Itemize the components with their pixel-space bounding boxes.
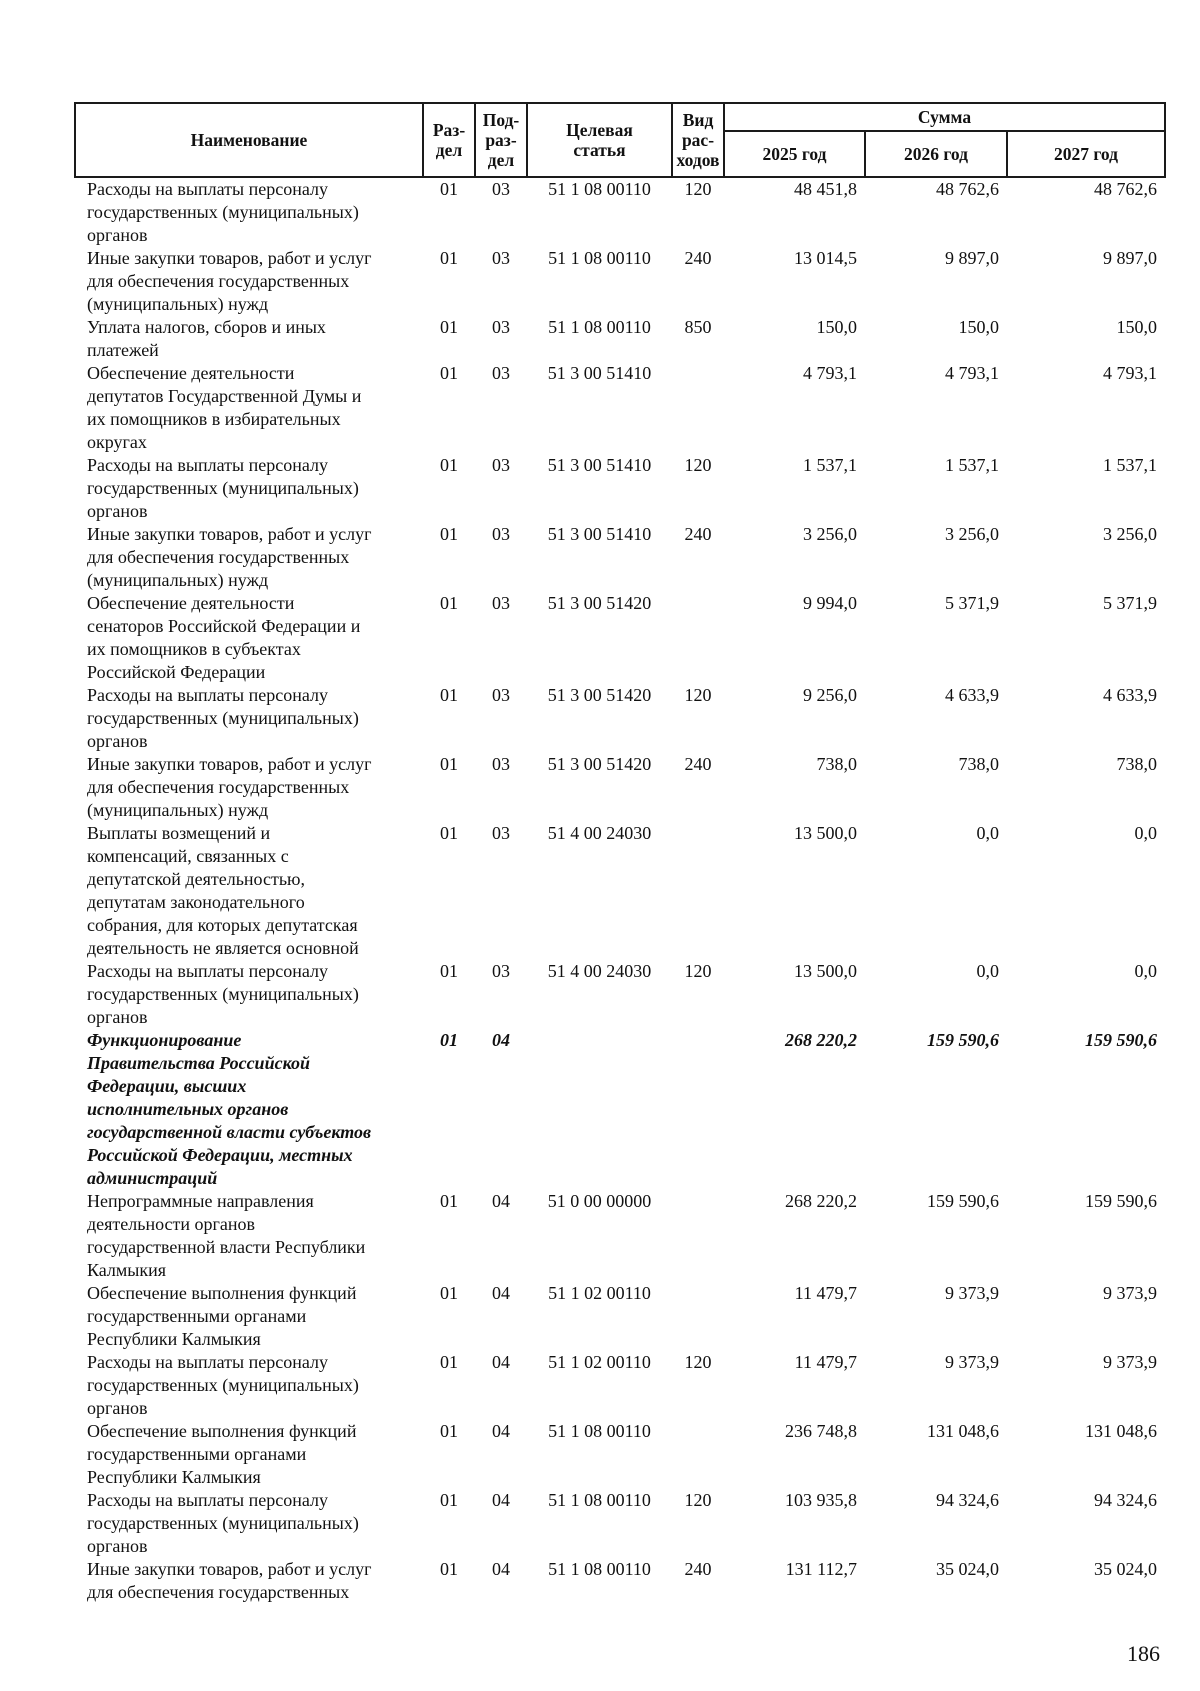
row-name: Расходы на выплаты персоналу государственных (муниципальных) органов bbox=[87, 961, 359, 1027]
row-section: 01 bbox=[440, 1191, 458, 1211]
row-expense-type bbox=[672, 1029, 724, 1190]
row-name: Иные закупки товаров, работ и услуг для обеспечения государственных (муниципальных) нужд bbox=[87, 754, 372, 820]
row-expense-type bbox=[672, 592, 724, 684]
row-sum-2026: 94 324,6 bbox=[936, 1490, 999, 1510]
row-sum-2026: 5 371,9 bbox=[945, 593, 999, 613]
row-subsection: 03 bbox=[492, 179, 510, 199]
row-name: Обеспечение выполнения функций государственными органами Республики Калмыкия bbox=[87, 1421, 357, 1487]
row-name: Расходы на выплаты персоналу государственных (муниципальных) органов bbox=[87, 1352, 359, 1418]
row-name: Расходы на выплаты персоналу государственных (муниципальных) органов bbox=[87, 179, 359, 245]
row-sum-2027: 131 048,6 bbox=[1085, 1421, 1157, 1441]
row-sum-2025: 9 256,0 bbox=[803, 685, 857, 705]
row-target-item: 51 3 00 51420 bbox=[547, 685, 652, 705]
row-subsection: 03 bbox=[492, 363, 510, 383]
header-section: Раз- дел bbox=[423, 103, 475, 177]
row-subsection: 04 bbox=[492, 1191, 510, 1211]
row-sum-2025: 268 220,2 bbox=[785, 1030, 857, 1050]
row-subsection: 03 bbox=[492, 248, 510, 268]
row-sum-2025: 11 479,7 bbox=[794, 1352, 857, 1372]
row-subsection: 03 bbox=[492, 593, 510, 613]
row-sum-2026: 738,0 bbox=[958, 754, 999, 774]
row-sum-2025: 150,0 bbox=[816, 317, 857, 337]
row-section: 01 bbox=[440, 1421, 458, 1441]
row-name: Расходы на выплаты персоналу государственных (муниципальных) органов bbox=[87, 455, 359, 521]
row-sum-2027: 4 633,9 bbox=[1103, 685, 1157, 705]
row-section: 01 bbox=[440, 248, 458, 268]
row-sum-2025: 1 537,1 bbox=[803, 455, 857, 475]
row-subsection: 04 bbox=[492, 1490, 510, 1510]
row-subsection: 04 bbox=[492, 1352, 510, 1372]
table-header bbox=[75, 103, 1165, 177]
row-sum-2025: 4 793,1 bbox=[803, 363, 857, 383]
row-sum-2027: 738,0 bbox=[1116, 754, 1157, 774]
header-sum: Сумма bbox=[724, 103, 1165, 131]
row-subsection: 03 bbox=[492, 754, 510, 774]
row-target-item: 51 0 00 00000 bbox=[547, 1191, 652, 1211]
row-sum-2027: 159 590,6 bbox=[1085, 1030, 1157, 1050]
row-target-item: 51 1 02 00110 bbox=[548, 1283, 651, 1303]
row-name: Выплаты возмещений и компенсаций, связанных с депутатской деятельностью, депутатам законодательного собрания, для которых депутатская деятельность не является основной bbox=[87, 823, 359, 958]
row-target-item: 51 1 08 00110 bbox=[548, 317, 651, 337]
row-sum-2026: 150,0 bbox=[958, 317, 999, 337]
header-expense-type: Вид рас- ходов bbox=[672, 103, 724, 177]
row-sum-2026: 131 048,6 bbox=[927, 1421, 999, 1441]
row-expense-type: 850 bbox=[684, 317, 712, 337]
row-sum-2026: 48 762,6 bbox=[936, 179, 999, 199]
row-subsection: 04 bbox=[492, 1421, 510, 1441]
row-sum-2025: 11 479,7 bbox=[794, 1283, 857, 1303]
row-expense-type: 120 bbox=[684, 1352, 712, 1372]
table-row bbox=[75, 822, 1165, 960]
row-sum-2027: 3 256,0 bbox=[1103, 524, 1157, 544]
row-expense-type: 120 bbox=[684, 961, 712, 981]
row-sum-2026: 9 373,9 bbox=[945, 1352, 999, 1372]
row-name: Обеспечение выполнения функций государственными органами Республики Калмыкия bbox=[87, 1283, 357, 1349]
row-section: 01 bbox=[440, 1283, 458, 1303]
table-row bbox=[75, 684, 1165, 753]
row-sum-2026: 9 373,9 bbox=[945, 1283, 999, 1303]
row-expense-type: 120 bbox=[684, 685, 712, 705]
row-sum-2027: 9 897,0 bbox=[1103, 248, 1157, 268]
row-sum-2025: 131 112,7 bbox=[785, 1559, 857, 1579]
row-sum-2027: 5 371,9 bbox=[1103, 593, 1157, 613]
row-expense-type bbox=[672, 362, 724, 454]
row-sum-2025: 13 014,5 bbox=[794, 248, 857, 268]
row-name: Иные закупки товаров, работ и услуг для обеспечения государственных bbox=[87, 1559, 372, 1602]
table-row bbox=[75, 1489, 1165, 1558]
table-row bbox=[75, 1190, 1165, 1282]
row-expense-type: 240 bbox=[684, 1559, 712, 1579]
row-section: 01 bbox=[440, 1352, 458, 1372]
row-target-item: 51 1 08 00110 bbox=[548, 1490, 651, 1510]
row-subsection: 03 bbox=[492, 524, 510, 544]
row-expense-type bbox=[672, 822, 724, 960]
row-expense-type: 240 bbox=[684, 248, 712, 268]
row-sum-2025: 236 748,8 bbox=[785, 1421, 857, 1441]
table-row bbox=[75, 1029, 1165, 1190]
row-sum-2027: 150,0 bbox=[1116, 317, 1157, 337]
row-section: 01 bbox=[440, 179, 458, 199]
row-sum-2026: 35 024,0 bbox=[936, 1559, 999, 1579]
row-sum-2026: 4 633,9 bbox=[945, 685, 999, 705]
row-expense-type: 120 bbox=[684, 179, 712, 199]
header-year-2026: 2026 год bbox=[865, 131, 1007, 177]
table-row bbox=[75, 1351, 1165, 1420]
table-body bbox=[75, 177, 1165, 1604]
row-sum-2025: 268 220,2 bbox=[785, 1191, 857, 1211]
row-name: Иные закупки товаров, работ и услуг для обеспечения государственных (муниципальных) нужд bbox=[87, 524, 372, 590]
row-section: 01 bbox=[440, 961, 458, 981]
row-subsection: 03 bbox=[492, 685, 510, 705]
row-name: Обеспечение деятельности сенаторов Российской Федерации и их помощников в субъектах Российской Федерации bbox=[87, 593, 361, 682]
row-section: 01 bbox=[440, 363, 458, 383]
row-sum-2025: 3 256,0 bbox=[803, 524, 857, 544]
row-sum-2026: 0,0 bbox=[976, 961, 999, 981]
header-name: Наименование bbox=[75, 103, 423, 177]
row-expense-type bbox=[672, 1282, 724, 1351]
table-row bbox=[75, 523, 1165, 592]
row-expense-type: 120 bbox=[684, 455, 712, 475]
row-target-item: 51 1 08 00110 bbox=[548, 1421, 651, 1441]
row-expense-type bbox=[672, 1420, 724, 1489]
page-number: 186 bbox=[1127, 1641, 1160, 1666]
table-row bbox=[75, 1420, 1165, 1489]
row-subsection: 03 bbox=[492, 823, 510, 843]
row-section: 01 bbox=[440, 823, 458, 843]
table-row bbox=[75, 1558, 1165, 1604]
row-target-item: 51 4 00 24030 bbox=[547, 961, 652, 981]
table-row bbox=[75, 1282, 1165, 1351]
row-section: 01 bbox=[440, 685, 458, 705]
header-year-2025: 2025 год bbox=[724, 131, 865, 177]
row-sum-2027: 159 590,6 bbox=[1085, 1191, 1157, 1211]
row-sum-2027: 0,0 bbox=[1134, 823, 1157, 843]
row-subsection: 04 bbox=[492, 1283, 510, 1303]
row-sum-2025: 738,0 bbox=[816, 754, 857, 774]
table-row bbox=[75, 753, 1165, 822]
row-sum-2025: 13 500,0 bbox=[794, 961, 857, 981]
row-sum-2026: 159 590,6 bbox=[927, 1030, 999, 1050]
row-section: 01 bbox=[440, 754, 458, 774]
row-target-item bbox=[527, 1029, 672, 1190]
row-section: 01 bbox=[440, 1490, 458, 1510]
row-section: 01 bbox=[440, 455, 458, 475]
row-sum-2027: 1 537,1 bbox=[1103, 455, 1157, 475]
row-sum-2026: 1 537,1 bbox=[945, 455, 999, 475]
table-row bbox=[75, 454, 1165, 523]
row-sum-2027: 9 373,9 bbox=[1103, 1352, 1157, 1372]
row-name: Непрограммные направления деятельности органов государственной власти Республики Калмыкия bbox=[87, 1191, 366, 1280]
table-row bbox=[75, 316, 1165, 362]
row-section: 01 bbox=[440, 593, 458, 613]
row-sum-2026: 0,0 bbox=[976, 823, 999, 843]
row-sum-2027: 48 762,6 bbox=[1094, 179, 1157, 199]
row-sum-2025: 13 500,0 bbox=[794, 823, 857, 843]
row-expense-type: 240 bbox=[684, 754, 712, 774]
row-subsection: 03 bbox=[492, 455, 510, 475]
row-sum-2025: 48 451,8 bbox=[794, 179, 857, 199]
row-section: 01 bbox=[440, 317, 458, 337]
row-target-item: 51 1 02 00110 bbox=[548, 1352, 651, 1372]
budget-table bbox=[74, 102, 1166, 1604]
row-subsection: 03 bbox=[492, 317, 510, 337]
row-sum-2027: 0,0 bbox=[1134, 961, 1157, 981]
row-sum-2026: 159 590,6 bbox=[927, 1191, 999, 1211]
row-name: Уплата налогов, сборов и иных платежей bbox=[87, 317, 326, 360]
row-target-item: 51 1 08 00110 bbox=[548, 248, 651, 268]
row-target-item: 51 3 00 51410 bbox=[547, 455, 652, 475]
header-subsection: Под- раз- дел bbox=[475, 103, 527, 177]
row-sum-2026: 9 897,0 bbox=[945, 248, 999, 268]
row-subsection: 04 bbox=[492, 1030, 510, 1050]
row-target-item: 51 3 00 51420 bbox=[547, 754, 652, 774]
table-row bbox=[75, 960, 1165, 1029]
row-subsection: 03 bbox=[492, 961, 510, 981]
row-section: 01 bbox=[440, 1030, 458, 1050]
row-sum-2027: 4 793,1 bbox=[1103, 363, 1157, 383]
row-expense-type bbox=[672, 1190, 724, 1282]
row-target-item: 51 3 00 51420 bbox=[547, 593, 652, 613]
row-expense-type: 120 bbox=[684, 1490, 712, 1510]
row-expense-type: 240 bbox=[684, 524, 712, 544]
row-section: 01 bbox=[440, 1559, 458, 1579]
row-target-item: 51 1 08 00110 bbox=[548, 179, 651, 199]
row-target-item: 51 3 00 51410 bbox=[547, 363, 652, 383]
row-name: Расходы на выплаты персоналу государственных (муниципальных) органов bbox=[87, 1490, 359, 1556]
row-sum-2027: 94 324,6 bbox=[1094, 1490, 1157, 1510]
row-sum-2027: 9 373,9 bbox=[1103, 1283, 1157, 1303]
table-row bbox=[75, 177, 1165, 247]
row-target-item: 51 4 00 24030 bbox=[547, 823, 652, 843]
row-sum-2025: 103 935,8 bbox=[785, 1490, 857, 1510]
header-year-2027: 2027 год bbox=[1007, 131, 1165, 177]
row-sum-2027: 35 024,0 bbox=[1094, 1559, 1157, 1579]
table-row bbox=[75, 247, 1165, 316]
row-target-item: 51 1 08 00110 bbox=[548, 1559, 651, 1579]
row-name: Иные закупки товаров, работ и услуг для обеспечения государственных (муниципальных) нужд bbox=[87, 248, 372, 314]
row-name: Обеспечение деятельности депутатов Государственной Думы и их помощников в избирательных округах bbox=[87, 363, 362, 452]
row-target-item: 51 3 00 51410 bbox=[547, 524, 652, 544]
row-sum-2025: 9 994,0 bbox=[803, 593, 857, 613]
table-row bbox=[75, 362, 1165, 454]
header-target-item: Целевая статья bbox=[527, 103, 672, 177]
table-row bbox=[75, 592, 1165, 684]
row-name: Расходы на выплаты персоналу государственных (муниципальных) органов bbox=[87, 685, 359, 751]
row-subsection: 04 bbox=[492, 1559, 510, 1579]
row-sum-2026: 4 793,1 bbox=[945, 363, 999, 383]
row-name: Функционирование Правительства Российской Федерации, высших исполнительных органов государственной власти субъектов Российской Федерации, местных администраций bbox=[87, 1030, 372, 1188]
row-sum-2026: 3 256,0 bbox=[945, 524, 999, 544]
row-section: 01 bbox=[440, 524, 458, 544]
